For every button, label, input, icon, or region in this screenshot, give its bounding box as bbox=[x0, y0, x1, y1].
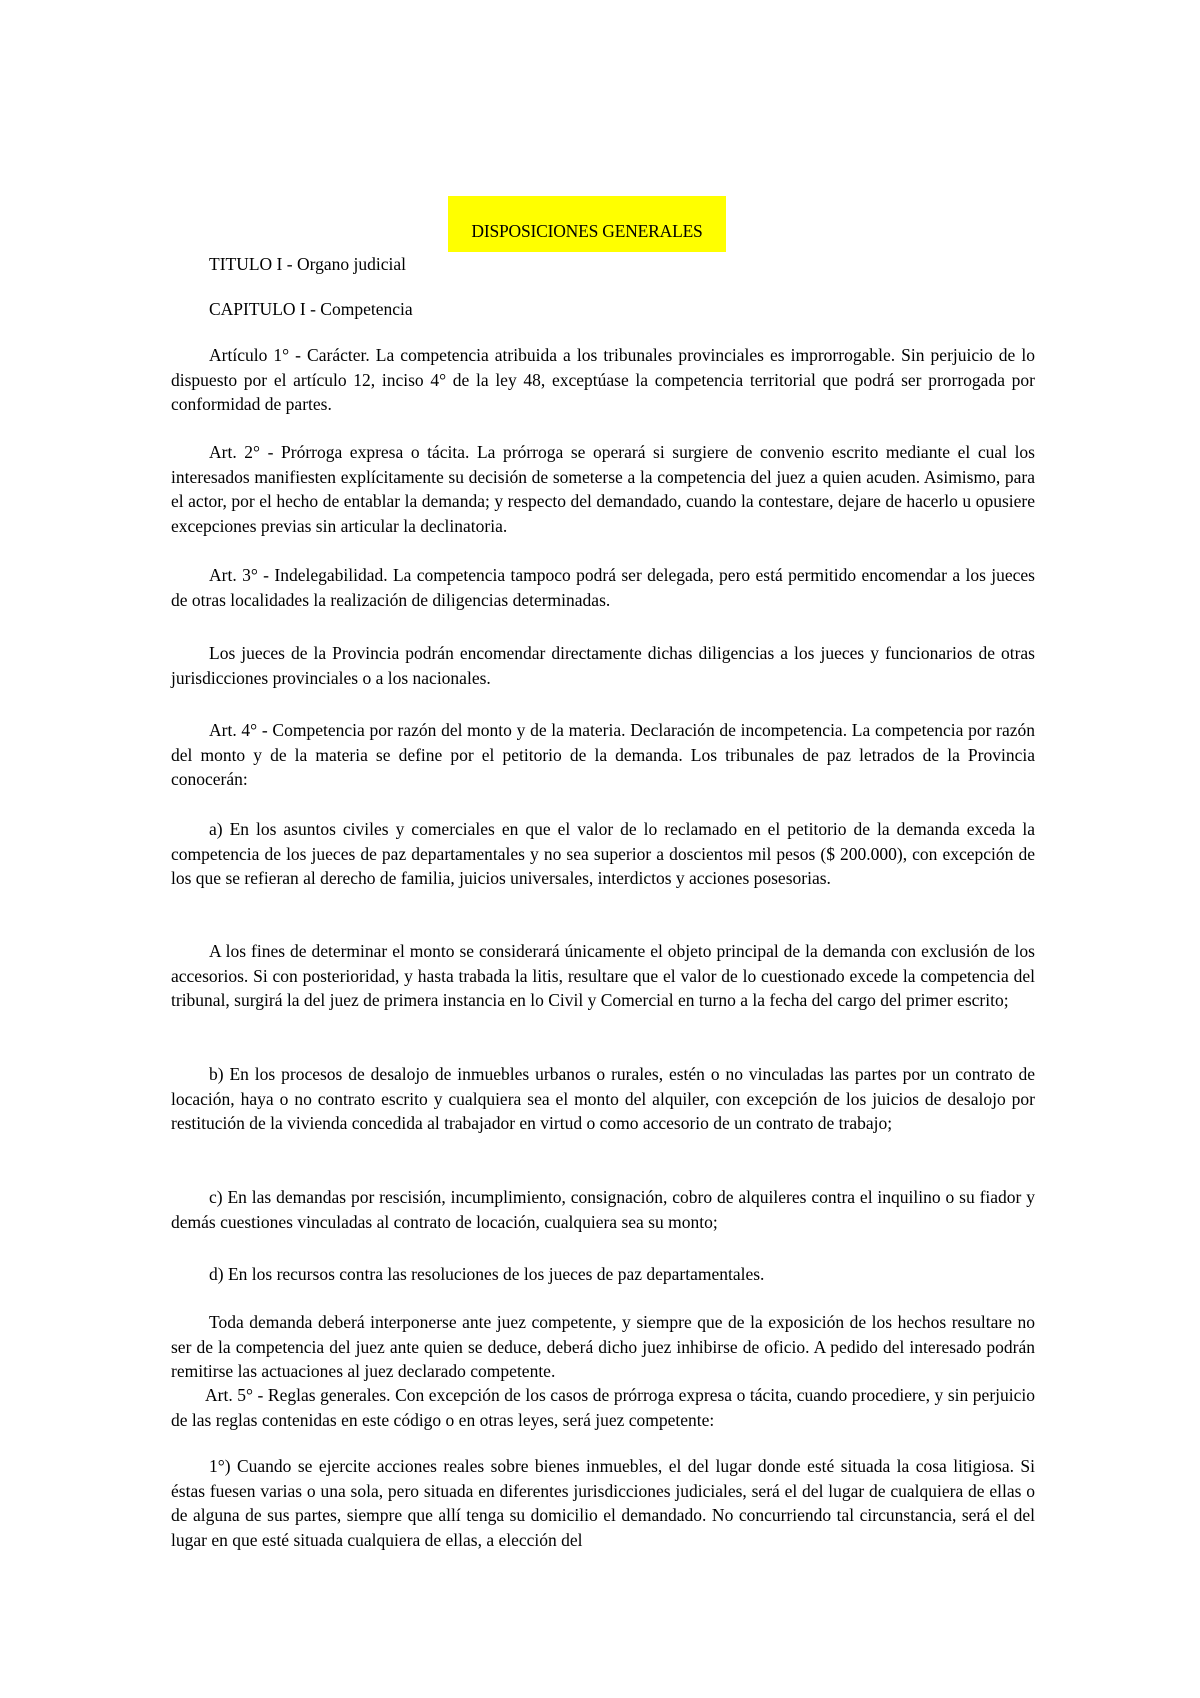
document-title: DISPOSICIONES GENERALES bbox=[471, 221, 703, 241]
paragraph-article-2: Art. 2° - Prórroga expresa o tácita. La prórroga se operará si surgiere de convenio escrito mediante el cual los interesados manifiesten explícitamente su decisión de someterse a la competencia del juez a quien acuden. Asimismo, para el actor, por el hecho de entablar la demanda; y respecto del demandado, cuando la contestare, dejare de hacerlo u opusiere excepciones previas sin articular la declinatoria. bbox=[171, 442, 1035, 536]
paragraph-toda-demanda: Toda demanda deberá interponerse ante juez competente, y siempre que de la exposición de los hechos resultare no ser de la competencia del juez ante quien se deduce, deberá dicho juez inhibirse de oficio. A pedido del interesado podrán remitirse las actuaciones al juez declarado competente. bbox=[171, 1312, 1035, 1381]
paragraph-item-1: 1°) Cuando se ejercite acciones reales sobre bienes inmuebles, el del lugar donde esté situada la cosa litigiosa. Si éstas fuesen varias o una sola, pero situada en diferentes jurisdicciones judiciales, será el del lugar de cualquiera de ellas o de alguna de sus partes, siempre que allí tenga su domicilio el demandado. No concurriendo tal circunstancia, será el del lugar en que esté situada cualquiera de ellas, a elección del bbox=[171, 1456, 1035, 1550]
paragraph-item-a: a) En los asuntos civiles y comerciales en que el valor de lo reclamado en el petitorio de la demanda exceda la competencia de los jueces de paz departamentales y no sea superior a doscientos mil pesos ($ 200.000), con excepción de los que se refieran al derecho de familia, juicios universales, interdictos y acciones posesorias. bbox=[171, 819, 1035, 888]
paragraph-item-c: c) En las demandas por rescisión, incumplimiento, consignación, cobro de alquileres contra el inquilino o su fiador y demás cuestiones vinculadas al contrato de locación, cualquiera sea su monto; bbox=[171, 1187, 1035, 1232]
paragraph-article-1: Artículo 1° - Carácter. La competencia atribuida a los tribunales provinciales es improrrogable. Sin perjuicio de lo dispuesto por el artículo 12, inciso 4° de la ley 48, exceptúase la competencia territorial que podrá ser prorrogada por conformidad de partes. bbox=[171, 345, 1035, 414]
paragraph-article-4: Art. 4° - Competencia por razón del monto y de la materia. Declaración de incompetencia. La competencia por razón del monto y de la materia se define por el petitorio de la demanda. Los tribunales de paz letrados de la Provincia conocerán: bbox=[171, 720, 1035, 789]
paragraph-item-b: b) En los procesos de desalojo de inmuebles urbanos o rurales, estén o no vinculadas las partes por un contrato de locación, haya o no contrato escrito y cualquiera sea el monto del alquiler, con excepción de los juicios de desalojo por restitución de la vivienda concedida al trabajador en virtud o como accesorio de un contrato de trabajo; bbox=[171, 1064, 1035, 1133]
paragraph-item-d: d) En los recursos contra las resoluciones de los jueces de paz departamentales. bbox=[209, 1264, 765, 1284]
paragraph-jueces-provincia: Los jueces de la Provincia podrán encomendar directamente dichas diligencias a los jueces y funcionarios de otras jurisdicciones provinciales o a los nacionales. bbox=[171, 643, 1035, 688]
capitulo-heading: CAPITULO I - Competencia bbox=[209, 299, 413, 319]
paragraph-article-3: Art. 3° - Indelegabilidad. La competencia tampoco podrá ser delegada, pero está permitido encomendar a los jueces de otras localidades la realización de diligencias determinadas. bbox=[171, 565, 1035, 610]
title-highlight bbox=[448, 196, 726, 252]
paragraph-article-5: Art. 5° - Reglas generales. Con excepción de los casos de prórroga expresa o tácita, cuando procediere, y sin perjuicio de las reglas contenidas en este código o en otras leyes, será juez competente: bbox=[171, 1385, 1035, 1430]
titulo-heading: TITULO I - Organo judicial bbox=[209, 254, 406, 274]
paragraph-monto: A los fines de determinar el monto se considerará únicamente el objeto principal de la demanda con exclusión de los accesorios. Si con posterioridad, y hasta trabada la litis, resultare que el valor de lo cuestionado excede la competencia del tribunal, surgirá la del juez de primera instancia en lo Civil y Comercial en turno a la fecha del cargo del primer escrito; bbox=[171, 941, 1035, 1010]
